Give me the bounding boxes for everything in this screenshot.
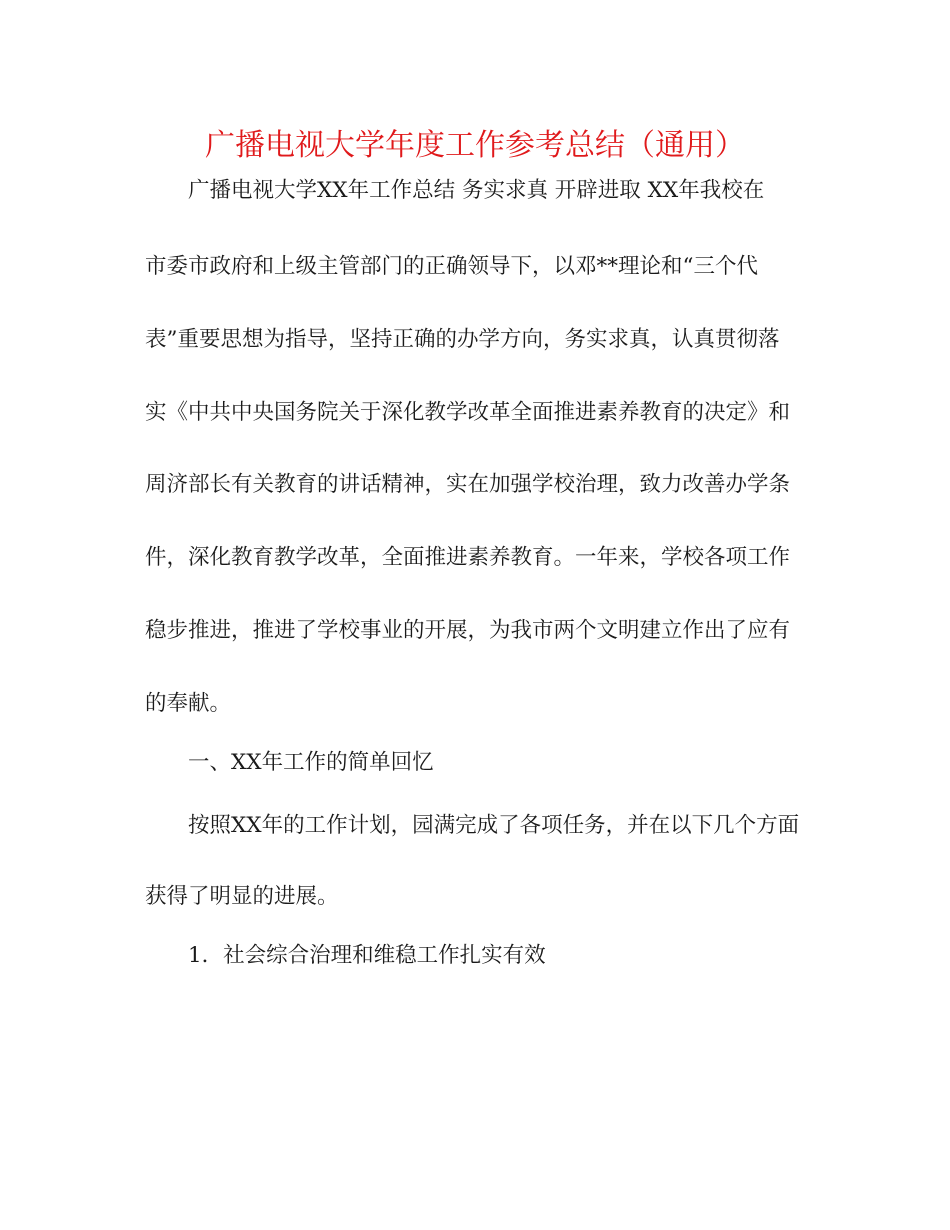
paragraph-line: 表”重要思想为指导，坚持正确的办学方向，务实求真，认真贯彻落 (145, 327, 780, 352)
document-title: 广播电视大学年度工作参考总结（通用） (205, 128, 745, 163)
paragraph-line: 市委市政府和上级主管部门的正确领导下，以邓**理论和“三个代 (145, 254, 758, 279)
paragraph-line: 广播电视大学XX年工作总结 务实求真 开辟进取 XX年我校在 (188, 178, 765, 203)
paragraph-line: 获得了明显的进展。 (145, 884, 339, 909)
paragraph-line: 按照XX年的工作计划，园满完成了各项任务，并在以下几个方面 (188, 813, 800, 838)
section-heading: 一、XX年工作的简单回忆 (188, 750, 434, 775)
paragraph-line: 稳步推进，推进了学校事业的开展，为我市两个文明建立作出了应有 (145, 618, 791, 643)
paragraph-line: 实《中共中央国务院关于深化教学改革全面推进素养教育的决定》和 (145, 400, 791, 425)
paragraph-line: 的奉献。 (145, 691, 232, 716)
subsection-heading: 1．社会综合治理和维稳工作扎实有效 (188, 943, 546, 968)
paragraph-line: 件，深化教育教学改革，全面推进素养教育。一年来，学校各项工作 (145, 545, 791, 570)
paragraph-line: 周济部长有关教育的讲话精神，实在加强学校治理，致力改善办学条 (145, 472, 791, 497)
